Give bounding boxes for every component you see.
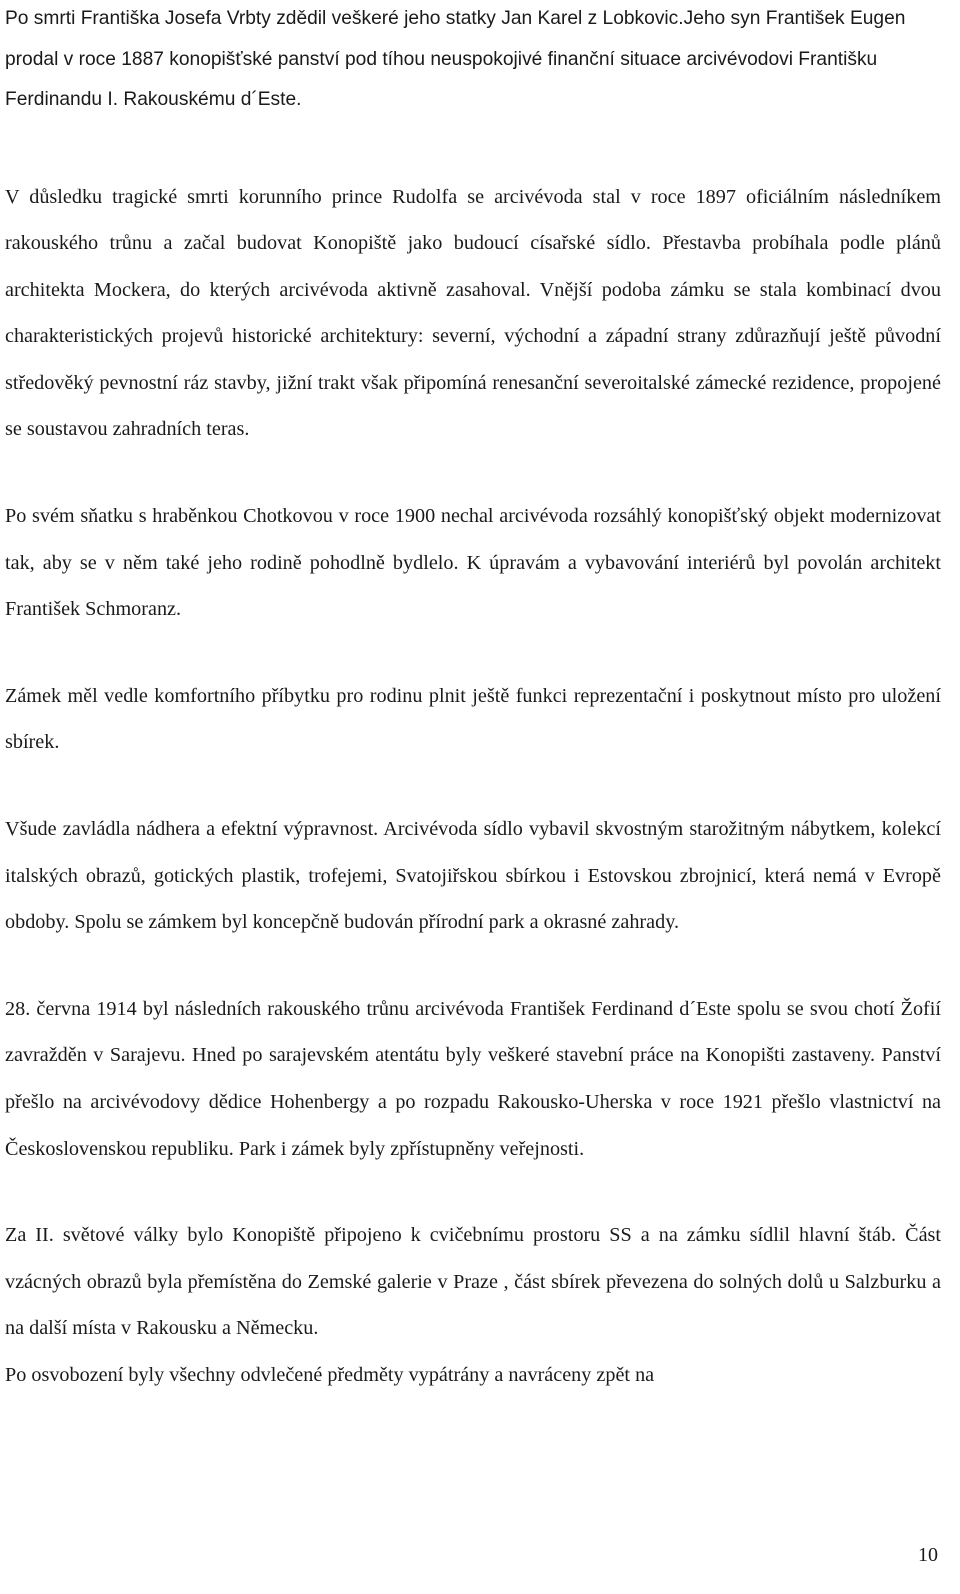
page-number: 10 (918, 1544, 938, 1566)
paragraph-7: Za II. světové války bylo Konopiště připojeno k cvičebnímu prostoru SS a na zámku sídlil hlavní štáb. Část vzácných obrazů byla přemístěna do Zemské galerie v Praze , část sbírek převezena do solných dolů u Salzburku a na další místa v Rakousku a Německu. (5, 1224, 941, 1340)
paragraph-8: Po osvobození byly všechny odvlečené předměty vypátrány a navráceny zpět na (5, 1363, 655, 1386)
paragraph-6: 28. června 1914 byl následních rakouského trůnu arcivévoda František Ferdinand d´Este spolu se svou chotí Žofií zavražděn v Sarajevu. Hned po sarajevském atentátu byly veškeré stavební práce na Konopišti zastaveny. Panství přešlo na arcivévodovy dědice Hohenbergy a po rozpadu Rakousko-Uherska v roce 1921 přešlo vlastnictví na Československou republiku. Park i zámek byly zpřístupněny veřejnosti. (5, 997, 941, 1160)
document-page (5, 0, 941, 1399)
paragraph-1: Po smrti Františka Josefa Vrbty zdědil veškeré jeho statky Jan Karel z Lobkovic.Jeho syn František Eugen prodal v roce 1887 konopišťské panství pod tíhou neuspokojivé finanční situace arcivévodovi Františku Ferdinandu I. Rakouskému d´Este. (5, 8, 906, 110)
paragraph-5: Všude zavládla nádhera a efektní výpravnost. Arcivévoda sídlo vybavil skvostným starožitným nábytkem, kolekcí italských obrazů, gotických plastik, trofejemi, Svatojiřskou sbírkou i Estovskou zbrojnicí, která nemá v Evropě obdoby. Spolu se zámkem byl koncepčně budován přírodní park a okrasné zahrady. (5, 818, 941, 934)
paragraph-3: Po svém sňatku s hraběnkou Chotkovou v roce 1900 nechal arcivévoda rozsáhlý konopišťský objekt modernizovat tak, aby se v něm také jeho rodině pohodlně bydlelo. K úpravám a vybavování interiérů byl povolán architekt František Schmoranz. (5, 505, 941, 621)
paragraph-4: Zámek měl vedle komfortního příbytku pro rodinu plnit ještě funkci reprezentační i poskytnout místo pro uložení sbírek. (5, 684, 941, 754)
paragraph-2: V důsledku tragické smrti korunního prince Rudolfa se arcivévoda stal v roce 1897 oficiálním následníkem rakouského trůnu a začal budovat Konopiště jako budoucí císařské sídlo. Přestavba probíhala podle plánů architekta Mockera, do kterých arcivévoda aktivně zasahoval. Vnější podoba zámku se stala kombinací dvou charakteristických projevů historické architektury: severní, východní a západní strany zdůrazňují ještě původní středověký pevnostní ráz stavby, jižní trakt však připomíná renesanční severoitalské zámecké rezidence, propojené se soustavou zahradních teras. (5, 185, 941, 441)
